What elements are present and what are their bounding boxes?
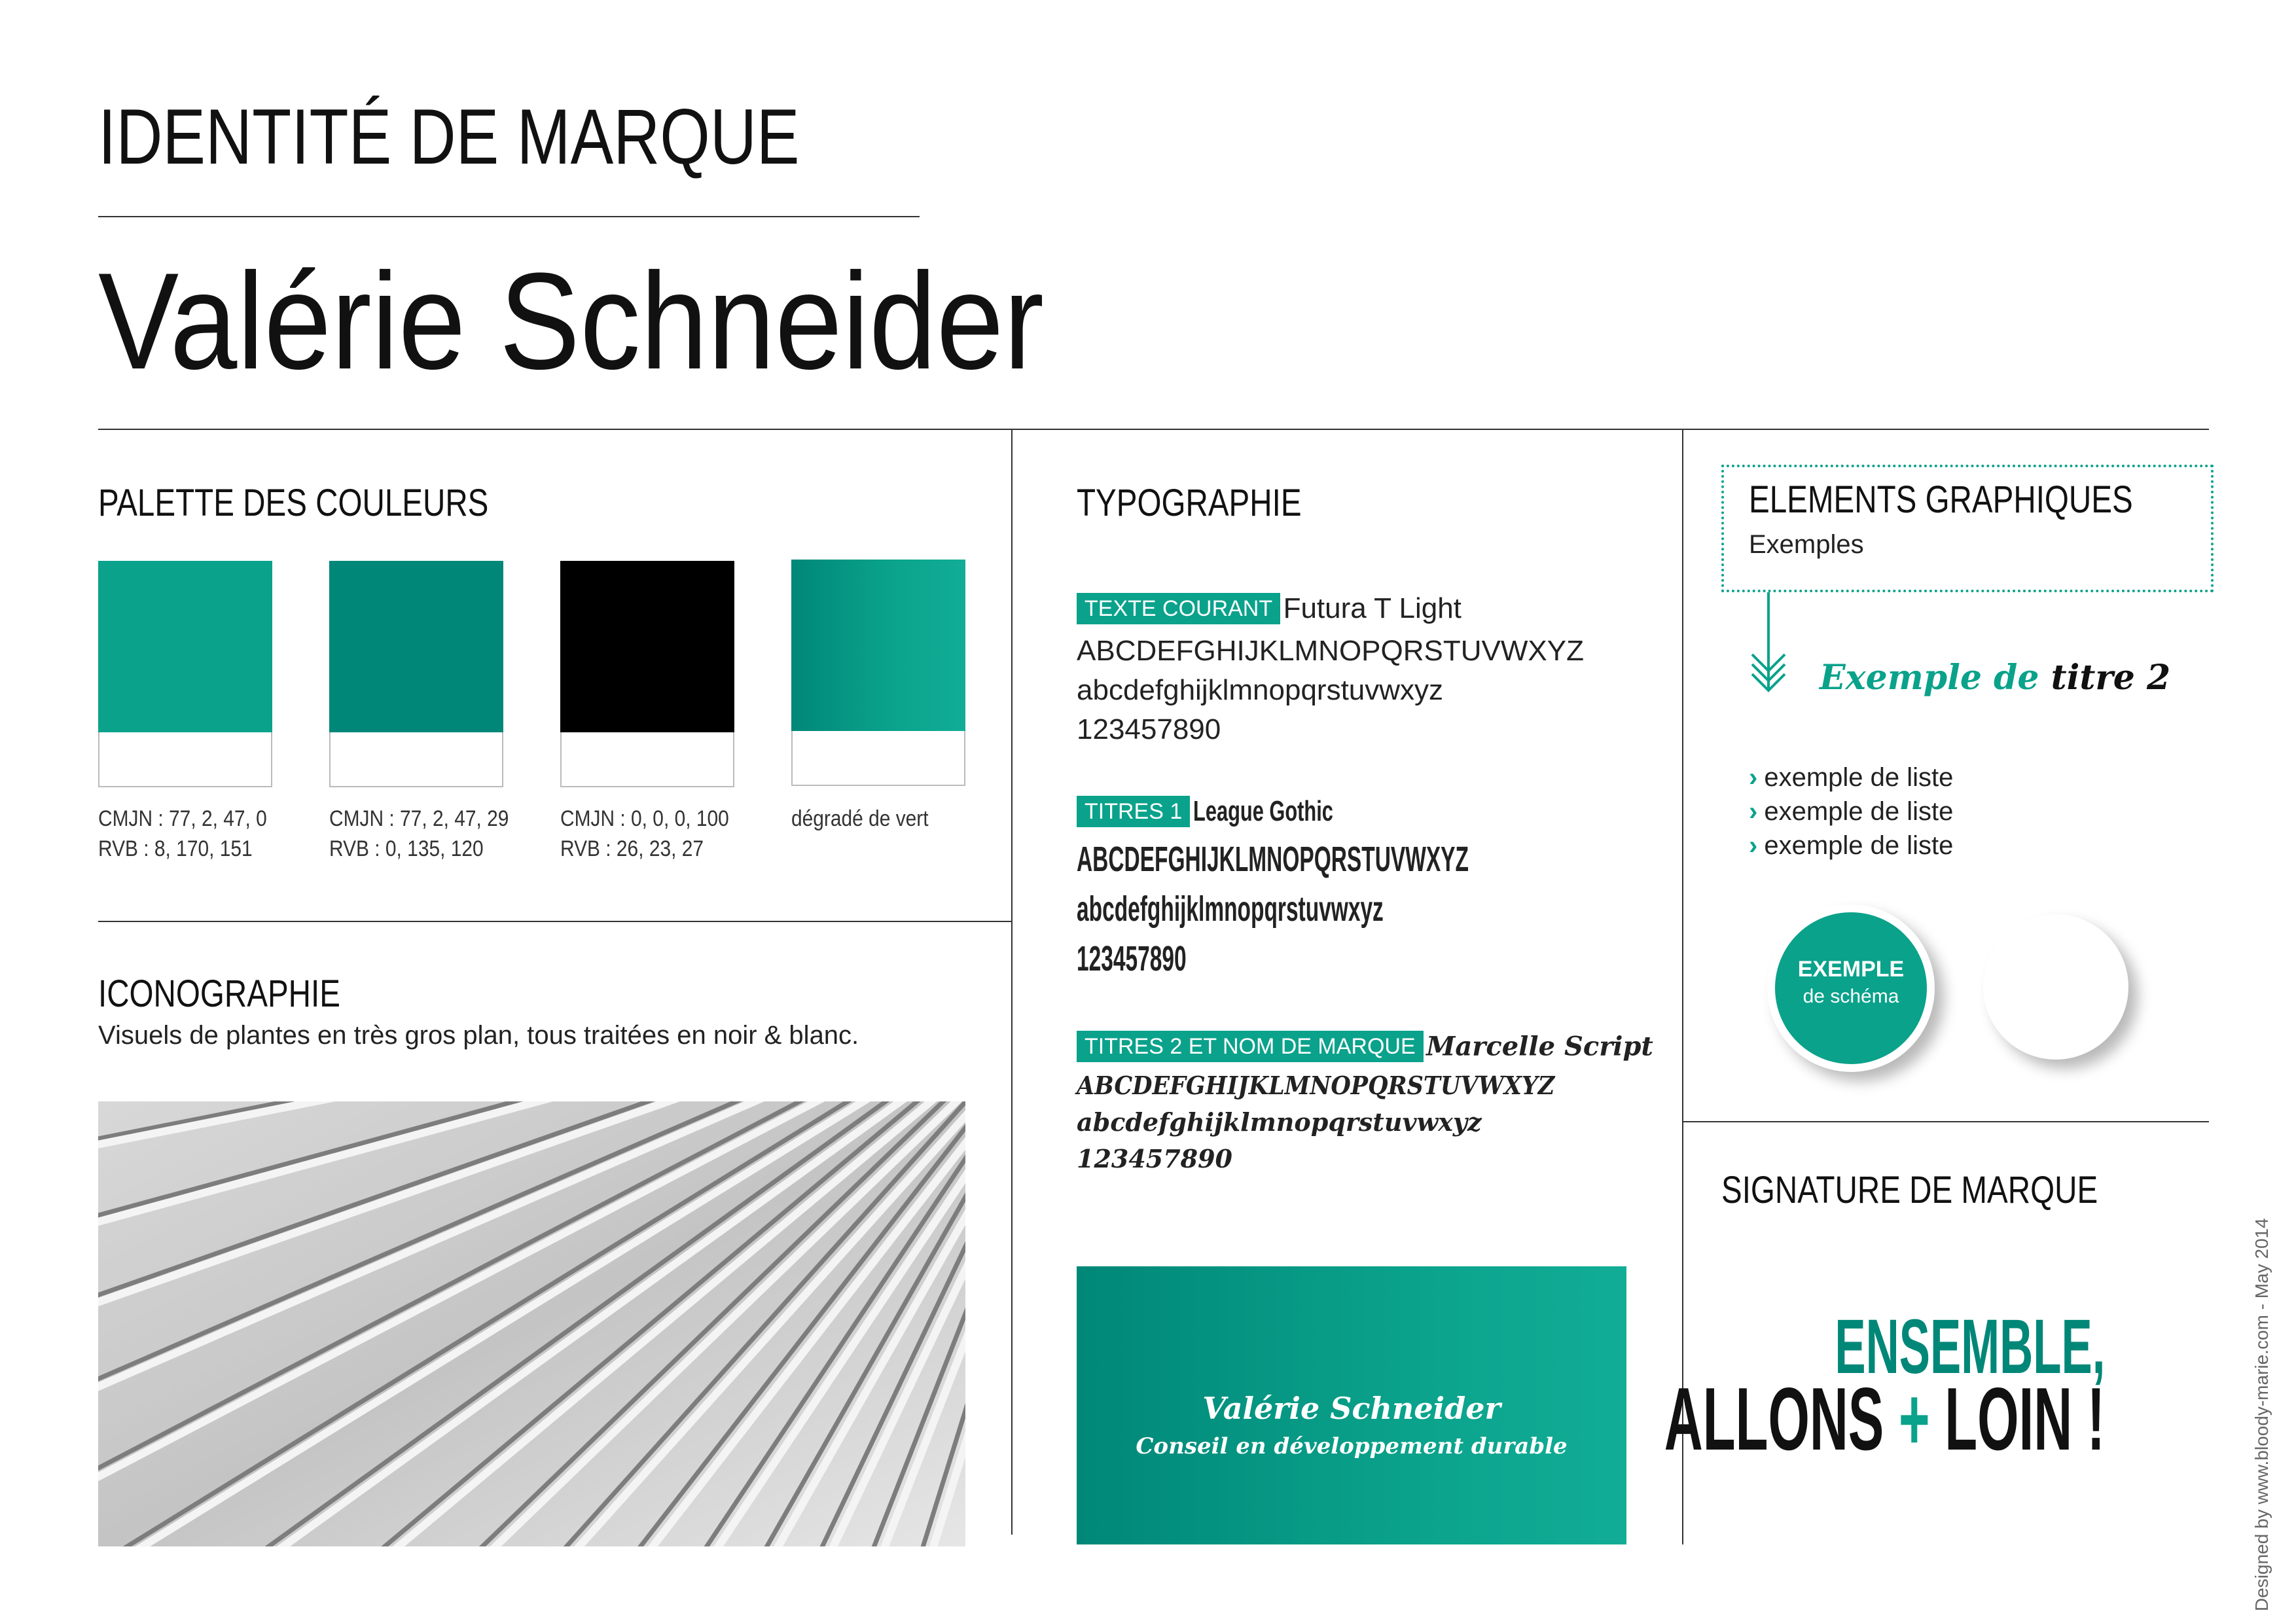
- palette-divider: [98, 921, 1011, 922]
- list-item: › exemple de liste: [1749, 797, 1954, 826]
- graphics-subtitle: Exemples: [1749, 530, 1864, 559]
- plant-photo-svg: [98, 1101, 965, 1546]
- card-name: Valérie Schneider: [1202, 1391, 1501, 1426]
- typo-body-upper: ABCDEFGHIJKLMNOPQRSTUVWXYZ: [1077, 635, 1584, 667]
- graphics-divider: [1682, 1121, 2209, 1122]
- signature-line-1: ENSEMBLE,: [1834, 1304, 2105, 1390]
- typo-title2-lower: abcdefghijklmnopqrstuvwxyz: [1077, 1107, 1482, 1137]
- swatch-2-info: CMJN : 77, 2, 47, 29 RVB : 0, 135, 120: [329, 806, 509, 861]
- arrow-down-icon: [1749, 592, 1788, 697]
- example-list: [1749, 760, 1953, 863]
- card-tagline: Conseil en développement durable: [1136, 1433, 1568, 1459]
- signature-title: SIGNATURE DE MARQUE: [1721, 1169, 2098, 1211]
- signature-line-2: ALLONS + LOIN !: [1664, 1369, 2105, 1469]
- schema-circle-empty: [1983, 914, 2128, 1060]
- header-divider: [98, 216, 920, 217]
- typography-title: TYPOGRAPHIE: [1077, 482, 1302, 524]
- typo-title1-lower: abcdefghijklmnopqrstuvwxyz: [1077, 889, 1384, 929]
- typo-font-title1: League Gothic: [1193, 795, 1333, 827]
- typo-body-digits: 123457890: [1077, 713, 1221, 745]
- swatch-3-info: CMJN : 0, 0, 0, 100 RVB : 26, 23, 27: [560, 806, 729, 861]
- typo-font-title2: Marcelle Script: [1426, 1031, 1653, 1062]
- graphics-title: ELEMENTS GRAPHIQUES: [1749, 478, 2133, 521]
- swatch-1: [98, 561, 272, 787]
- typo-tag-body: TEXTE COURANT: [1077, 593, 1280, 624]
- title2-example: Exemple de titre 2: [1820, 658, 2171, 698]
- typo-title1-upper: ABCDEFGHIJKLMNOPQRSTUVWXYZ: [1077, 840, 1469, 879]
- typo-body-lower: abcdefghijklmnopqrstuvwxyz: [1077, 674, 1444, 706]
- brand-kicker: IDENTITÉ DE MARQUE: [98, 93, 800, 181]
- typo-title1-digits: 123457890: [1077, 939, 1187, 978]
- typo-block-body: [1077, 592, 1584, 749]
- iconography-title: ICONOGRAPHIE: [98, 972, 340, 1015]
- typo-block-title1: [1077, 795, 1709, 984]
- designer-credit: Designed by www.bloody-marie.com - May 2014: [2251, 1218, 2272, 1611]
- typo-block-title2: [1077, 1031, 1653, 1177]
- grid-top-line: [98, 429, 2209, 430]
- typo-title2-upper: ABCDEFGHIJKLMNOPQRSTUVWXYZ: [1077, 1071, 1555, 1100]
- iconography-description: Visuels de plantes en très gros plan, tous traitées en noir & blanc.: [98, 1021, 859, 1050]
- grid-divider-left: [1011, 429, 1013, 1535]
- chevron-right-icon: ›: [1749, 763, 1758, 792]
- palette-title: PALETTE DES COULEURS: [98, 482, 489, 524]
- typo-tag-title1: TITRES 1: [1077, 796, 1190, 827]
- list-item: › exemple de liste: [1749, 831, 1954, 860]
- swatch-4-info: dégradé de vert: [791, 806, 929, 831]
- swatch-3: [560, 561, 734, 787]
- typo-title2-digits: 123457890: [1077, 1144, 1232, 1173]
- chevron-right-icon: ›: [1749, 797, 1758, 826]
- brand-name: Valérie Schneider: [98, 244, 1045, 398]
- schema-label-1: EXEMPLE: [1797, 957, 1905, 982]
- swatch-4: [791, 560, 965, 786]
- schema-circle-filled: [1767, 904, 1935, 1072]
- list-item: › exemple de liste: [1749, 763, 1954, 792]
- typo-tag-title2: TITRES 2 ET NOM DE MARQUE: [1077, 1031, 1424, 1062]
- typo-font-body: Futura T Light: [1283, 592, 1462, 624]
- chevron-right-icon: ›: [1749, 831, 1758, 860]
- swatch-2: [329, 561, 503, 787]
- swatch-1-info: CMJN : 77, 2, 47, 0 RVB : 8, 170, 151: [98, 806, 267, 861]
- schema-label-2: de schéma: [1803, 986, 1899, 1007]
- plant-photo: [98, 1101, 965, 1546]
